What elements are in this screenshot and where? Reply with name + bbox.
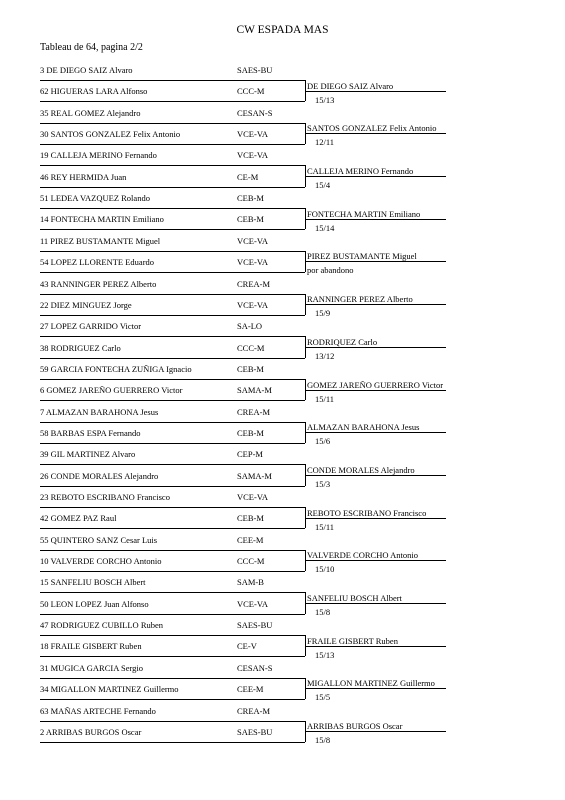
entrant-name: 38 RODRIGUEZ Carlo [40, 342, 121, 353]
match-score: 15/9 [315, 308, 331, 319]
entrant-row [40, 404, 305, 423]
entrant-name: 46 REY HERMIDA Juan [40, 171, 127, 182]
entrant-name: 59 GARCIA FONTECHA ZUÑIGA Ignacio [40, 363, 192, 374]
entrant-row [40, 62, 305, 81]
match-score: 15/11 [315, 393, 335, 404]
entrant-name: 42 GOMEZ PAZ Raul [40, 513, 117, 524]
entrant-name: 19 CALLEJA MERINO Fernando [40, 150, 157, 161]
entrant-club: VCE-VA [237, 235, 269, 246]
entrant-row [40, 233, 305, 252]
match-score: 15/8 [315, 607, 331, 618]
entrant-row [40, 660, 305, 679]
entrant-row [40, 681, 305, 700]
entrant-club: VCE-VA [237, 299, 269, 310]
winner-name: FONTECHA MARTIN Emiliano [307, 208, 421, 219]
match-score: 15/4 [315, 180, 331, 191]
entrant-club: CREA-M [237, 705, 271, 716]
winner-name: GOMEZ JAREÑO GUERRERO Victor [307, 379, 444, 390]
entrant-club: SAES-BU [237, 726, 273, 737]
winner-line [305, 294, 446, 319]
entrant-name: 50 LEON LOPEZ Juan Alfonso [40, 598, 149, 609]
winner-line [305, 251, 446, 276]
entrant-club: SA-LO [237, 321, 263, 332]
winner-name: MIGALLON MARTINEZ Guillermo [307, 678, 435, 689]
entrant-club: CEP-M [237, 449, 263, 460]
entrant-club: VCE-VA [237, 129, 269, 140]
match-score: por abandono [307, 265, 354, 276]
winner-name: FRAILE GISBERT Ruben [307, 635, 398, 646]
winner-line [305, 166, 446, 191]
entrant-row [40, 83, 305, 102]
winner-line [305, 550, 446, 575]
entrant-club: CEB-M [237, 427, 264, 438]
entrant-row [40, 147, 305, 166]
match-score: 13/12 [315, 350, 335, 361]
entrant-row [40, 532, 305, 551]
entrant-name: 2 ARRIBAS BURGOS Oscar [40, 726, 142, 737]
entrant-row [40, 105, 305, 124]
entrant-name: 22 DIEZ MINGUEZ Jorge [40, 299, 132, 310]
entrant-row [40, 318, 305, 337]
entrant-name: 62 HIGUERAS LARA Alfonso [40, 86, 148, 97]
winner-line [305, 721, 446, 746]
entrant-name: 14 FONTECHA MARTIN Emiliano [40, 214, 164, 225]
entrant-name: 26 CONDE MORALES Alejandro [40, 470, 159, 481]
match-score: 15/10 [315, 564, 335, 575]
entrant-name: 43 RANNINGER PEREZ Alberto [40, 278, 157, 289]
entrant-name: 34 MIGALLON MARTINEZ Guillermo [40, 684, 179, 695]
entrant-row [40, 596, 305, 615]
entrant-club: SAMA-M [237, 470, 272, 481]
entrant-name: 6 GOMEZ JAREÑO GUERRERO Victor [40, 385, 183, 396]
winner-name: CALLEJA MERINO Fernando [307, 166, 414, 177]
entrant-row [40, 340, 305, 359]
entrant-name: 63 MAÑAS ARTECHE Fernando [40, 705, 156, 716]
entrant-club: CCC-M [237, 86, 265, 97]
entrant-club: SAES-BU [237, 65, 273, 75]
entrant-row [40, 211, 305, 230]
entrant-row [40, 468, 305, 487]
entrant-row [40, 190, 305, 209]
entrant-club: VCE-VA [237, 257, 269, 268]
entrant-club: CEB-M [237, 214, 264, 225]
entrant-club: CCC-M [237, 342, 265, 353]
entrant-name: 39 GIL MARTINEZ Alvaro [40, 449, 136, 460]
entrant-row [40, 638, 305, 657]
entrant-row [40, 382, 305, 401]
entrant-name: 11 PIREZ BUSTAMANTE Miguel [40, 235, 161, 246]
entrant-row [40, 724, 305, 743]
entrant-row [40, 703, 305, 722]
entrant-club: CE-V [237, 641, 257, 652]
entrant-name: 10 VALVERDE CORCHO Antonio [40, 556, 162, 567]
page-title: CW ESPADA MAS [236, 24, 329, 36]
entrant-row [40, 510, 305, 529]
entrant-row [40, 126, 305, 145]
entrant-row [40, 276, 305, 295]
entrant-club: SAMA-M [237, 385, 272, 396]
entrant-club: SAES-BU [237, 620, 273, 631]
entrant-row [40, 446, 305, 465]
match-score: 12/11 [315, 137, 335, 148]
entrant-club: VCE-VA [237, 150, 269, 161]
winner-line [305, 593, 446, 618]
winner-line [305, 422, 446, 447]
entrant-club: CEE-M [237, 684, 264, 695]
entrant-club: CEB-M [237, 193, 264, 204]
winner-line [305, 507, 446, 532]
match-score: 15/8 [315, 735, 331, 746]
entrant-club: CESAN-S [237, 107, 273, 118]
winner-line [305, 678, 446, 703]
winner-line [305, 208, 446, 233]
entrant-name: 18 FRAILE GISBERT Ruben [40, 641, 142, 652]
match-score: 15/5 [315, 692, 331, 703]
entrant-club: VCE-VA [237, 598, 269, 609]
match-score: 15/13 [315, 649, 335, 660]
winner-name: REBOTO ESCRIBANO Francisco [307, 507, 427, 518]
entrant-row [40, 254, 305, 273]
entrant-row [40, 489, 305, 508]
winner-name: DE DIEGO SAIZ Alvaro [307, 80, 394, 91]
entrant-club: CREA-M [237, 278, 271, 289]
entrant-name: 55 QUINTERO SANZ Cesar Luis [40, 534, 158, 545]
winner-name: CONDE MORALES Alejandro [307, 464, 415, 475]
entrant-club: CE-M [237, 171, 259, 182]
entrant-name: 47 RODRIGUEZ CUBILLO Ruben [40, 620, 164, 631]
winner-name: RANNINGER PEREZ Alberto [307, 294, 413, 305]
entrant-club: SAM-B [237, 577, 264, 588]
entrant-name: 51 LEDEA VAZQUEZ Rolando [40, 193, 150, 204]
match-score: 15/11 [315, 521, 335, 532]
entrant-name: 31 MUGICA GARCIA Sergio [40, 662, 144, 673]
entrant-name: 23 REBOTO ESCRIBANO Francisco [40, 492, 170, 502]
entrant-club: CEB-M [237, 363, 264, 374]
entrant-club: CEE-M [237, 534, 264, 545]
entrant-name: 7 ALMAZAN BARAHONA Jesus [40, 406, 159, 417]
entrant-row [40, 361, 305, 380]
entrant-row [40, 574, 305, 593]
entrant-club: VCE-VA [237, 492, 269, 502]
winner-line [305, 336, 446, 361]
winner-line [305, 464, 446, 489]
winner-name: VALVERDE CORCHO Antonio [307, 550, 418, 561]
match-score: 15/13 [315, 94, 335, 105]
entrant-name: 27 LOPEZ GARRIDO Victor [40, 321, 142, 332]
entrant-row [40, 553, 305, 572]
winner-line [305, 123, 446, 148]
entrant-club: CESAN-S [237, 662, 273, 673]
entrant-club: CREA-M [237, 406, 271, 417]
winner-name: RODRIQUEZ Carlo [307, 336, 378, 347]
entrant-name: 30 SANTOS GONZALEZ Felix Antonio [40, 129, 181, 140]
winner-line [305, 379, 446, 404]
entrant-club: CEB-M [237, 513, 264, 524]
entrant-name: 35 REAL GOMEZ Alejandro [40, 107, 141, 118]
entrant-name: 54 LOPEZ LLORENTE Eduardo [40, 257, 155, 268]
entrant-club: CCC-M [237, 556, 265, 567]
winner-name: SANTOS GONZALEZ Felix Antonio [307, 123, 437, 134]
winner-name: ALMAZAN BARAHONA Jesus [307, 422, 420, 433]
winner-name: PIREZ BUSTAMANTE Miguel [307, 251, 417, 262]
page-subtitle: Tableau de 64, pagina 2/2 [40, 42, 143, 53]
winner-name: SANFELIU BOSCH Albert [307, 593, 402, 604]
match-score: 15/14 [315, 222, 335, 233]
match-score: 15/3 [315, 478, 331, 489]
winner-line [305, 635, 446, 660]
entrant-row [40, 425, 305, 444]
entrant-row [40, 169, 305, 188]
entrant-name: 58 BARBAS ESPA Fernando [40, 427, 141, 438]
winner-line [305, 80, 446, 105]
entrant-name: 3 DE DIEGO SAIZ Alvaro [40, 65, 133, 75]
entrant-row [40, 297, 305, 316]
winner-name: ARRIBAS BURGOS Oscar [307, 721, 403, 732]
match-score: 15/6 [315, 436, 331, 447]
entrant-row [40, 617, 305, 636]
entrant-name: 15 SANFELIU BOSCH Albert [40, 577, 146, 588]
